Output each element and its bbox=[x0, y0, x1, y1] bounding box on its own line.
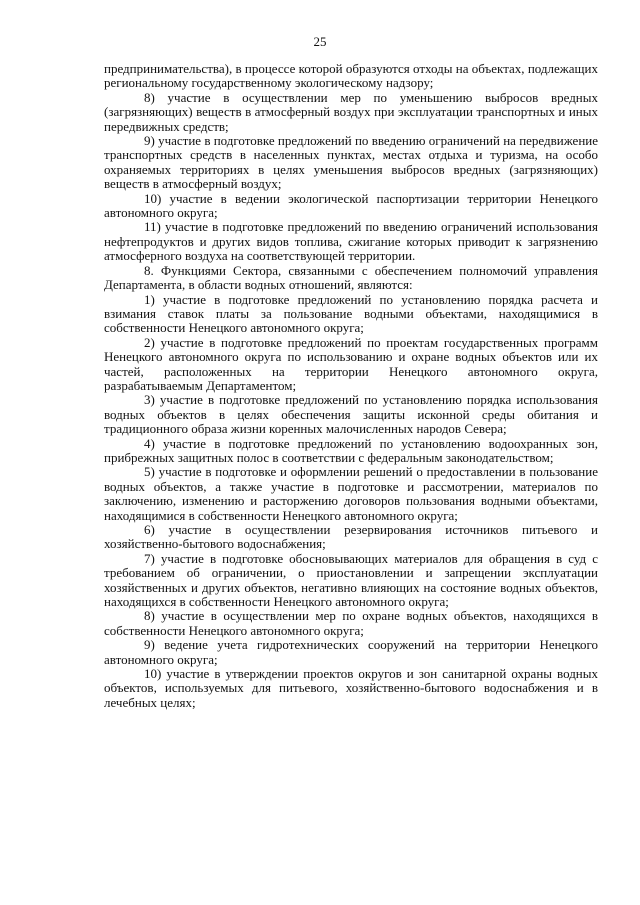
paragraph-water-item-10: 10) участие в утверждении проектов округов и зон санитарной охраны водных объектов, используемых для питьевого, хозяйственно-бытового водоснабжения и в лечебных целях; bbox=[104, 666, 598, 710]
paragraph-item-10-ecological-passport: 10) участие в ведении экологической паспортизации территории Ненецкого автономного округа; bbox=[104, 190, 598, 221]
paragraph-water-item-1: 1) участие в подготовке предложений по установлению порядка расчета и взимания ставок платы за пользование водными объектами, находящимися в собственности Ненецкого автономного округа; bbox=[104, 291, 598, 336]
section-heading-water-relations: 8. Функциями Сектора, связанными с обеспечением полномочий управления Департамента, в области водных отношений, являются: bbox=[104, 262, 598, 293]
paragraph-water-item-4: 4) участие в подготовке предложений по установлению водоохранных зон, прибрежных защитных полос в соответствии с федеральным законодательством; bbox=[104, 435, 598, 465]
paragraph-item-11-fuel-restrictions: 11) участие в подготовке предложений по введению ограничений использования нефтепродуктов и других видов топлива, сжигание которых приводит к загрязнению атмосферного воздуха на соответствующей территории. bbox=[104, 219, 598, 264]
document-body bbox=[104, 62, 598, 710]
paragraph-water-item-3: 3) участие в подготовке предложений по установлению порядка использования водных объектов в целях обеспечения защиты исконной среды обитания и традиционного образа жизни коренных малочисленных народов Севера; bbox=[104, 392, 598, 437]
paragraph-water-item-2: 2) участие в подготовке предложений по проектам государственных программ Ненецкого автономного округа по использованию и охране водных объектов или их частей, расположенных на территории Ненецкого автономного округа, разрабатываемым Департаментом; bbox=[104, 334, 598, 393]
paragraph-water-item-8: 8) участие в осуществлении мер по охране водных объектов, находящихся в собственности Ненецкого автономного округа; bbox=[104, 608, 598, 638]
paragraph-continuation: предпринимательства), в процессе которой образуются отходы на объектах, подлежащих региональному государственному экологическому надзору; bbox=[104, 61, 598, 91]
page-number: 25 bbox=[313, 34, 327, 49]
paragraph-item-9-transport-restrictions: 9) участие в подготовке предложений по введению ограничений на передвижение транспортных средств в населенных пунктах, местах отдыха и туризма, на особо охраняемых территориях в целях уменьшения выбросов вредных (загрязняющих) веществ в атмосферный воздух; bbox=[104, 133, 598, 192]
paragraph-water-item-5: 5) участие в подготовке и оформлении решений о предоставлении в пользование водных объектов, а также участие в подготовке и рассмотрении, материалов по заключению, изменению и расторжению договоров пользования водными объектами, находящимися в собственности Ненецкого автономного округа; bbox=[104, 464, 598, 523]
paragraph-item-8-emissions-reduction: 8) участие в осуществлении мер по уменьшению выбросов вредных (загрязняющих) веществ в атмосферный воздух при эксплуатации транспортных и иных передвижных средств; bbox=[104, 89, 598, 134]
paragraph-water-item-9: 9) ведение учета гидротехнических сооружений на территории Ненецкого автономного округа; bbox=[104, 637, 598, 667]
paragraph-water-item-7: 7) участие в подготовке обосновывающих материалов для обращения в суд с требованием об ограничении, о приостановлении и запрещении эксплуатации хозяйственных и других объектов, негативно влияющих на состояние водных объектов, находящихся в собственности Ненецкого автономного округа; bbox=[104, 550, 598, 610]
paragraph-water-item-6: 6) участие в осуществлении резервирования источников питьевого и хозяйственно-бытового водоснабжения; bbox=[104, 522, 598, 552]
